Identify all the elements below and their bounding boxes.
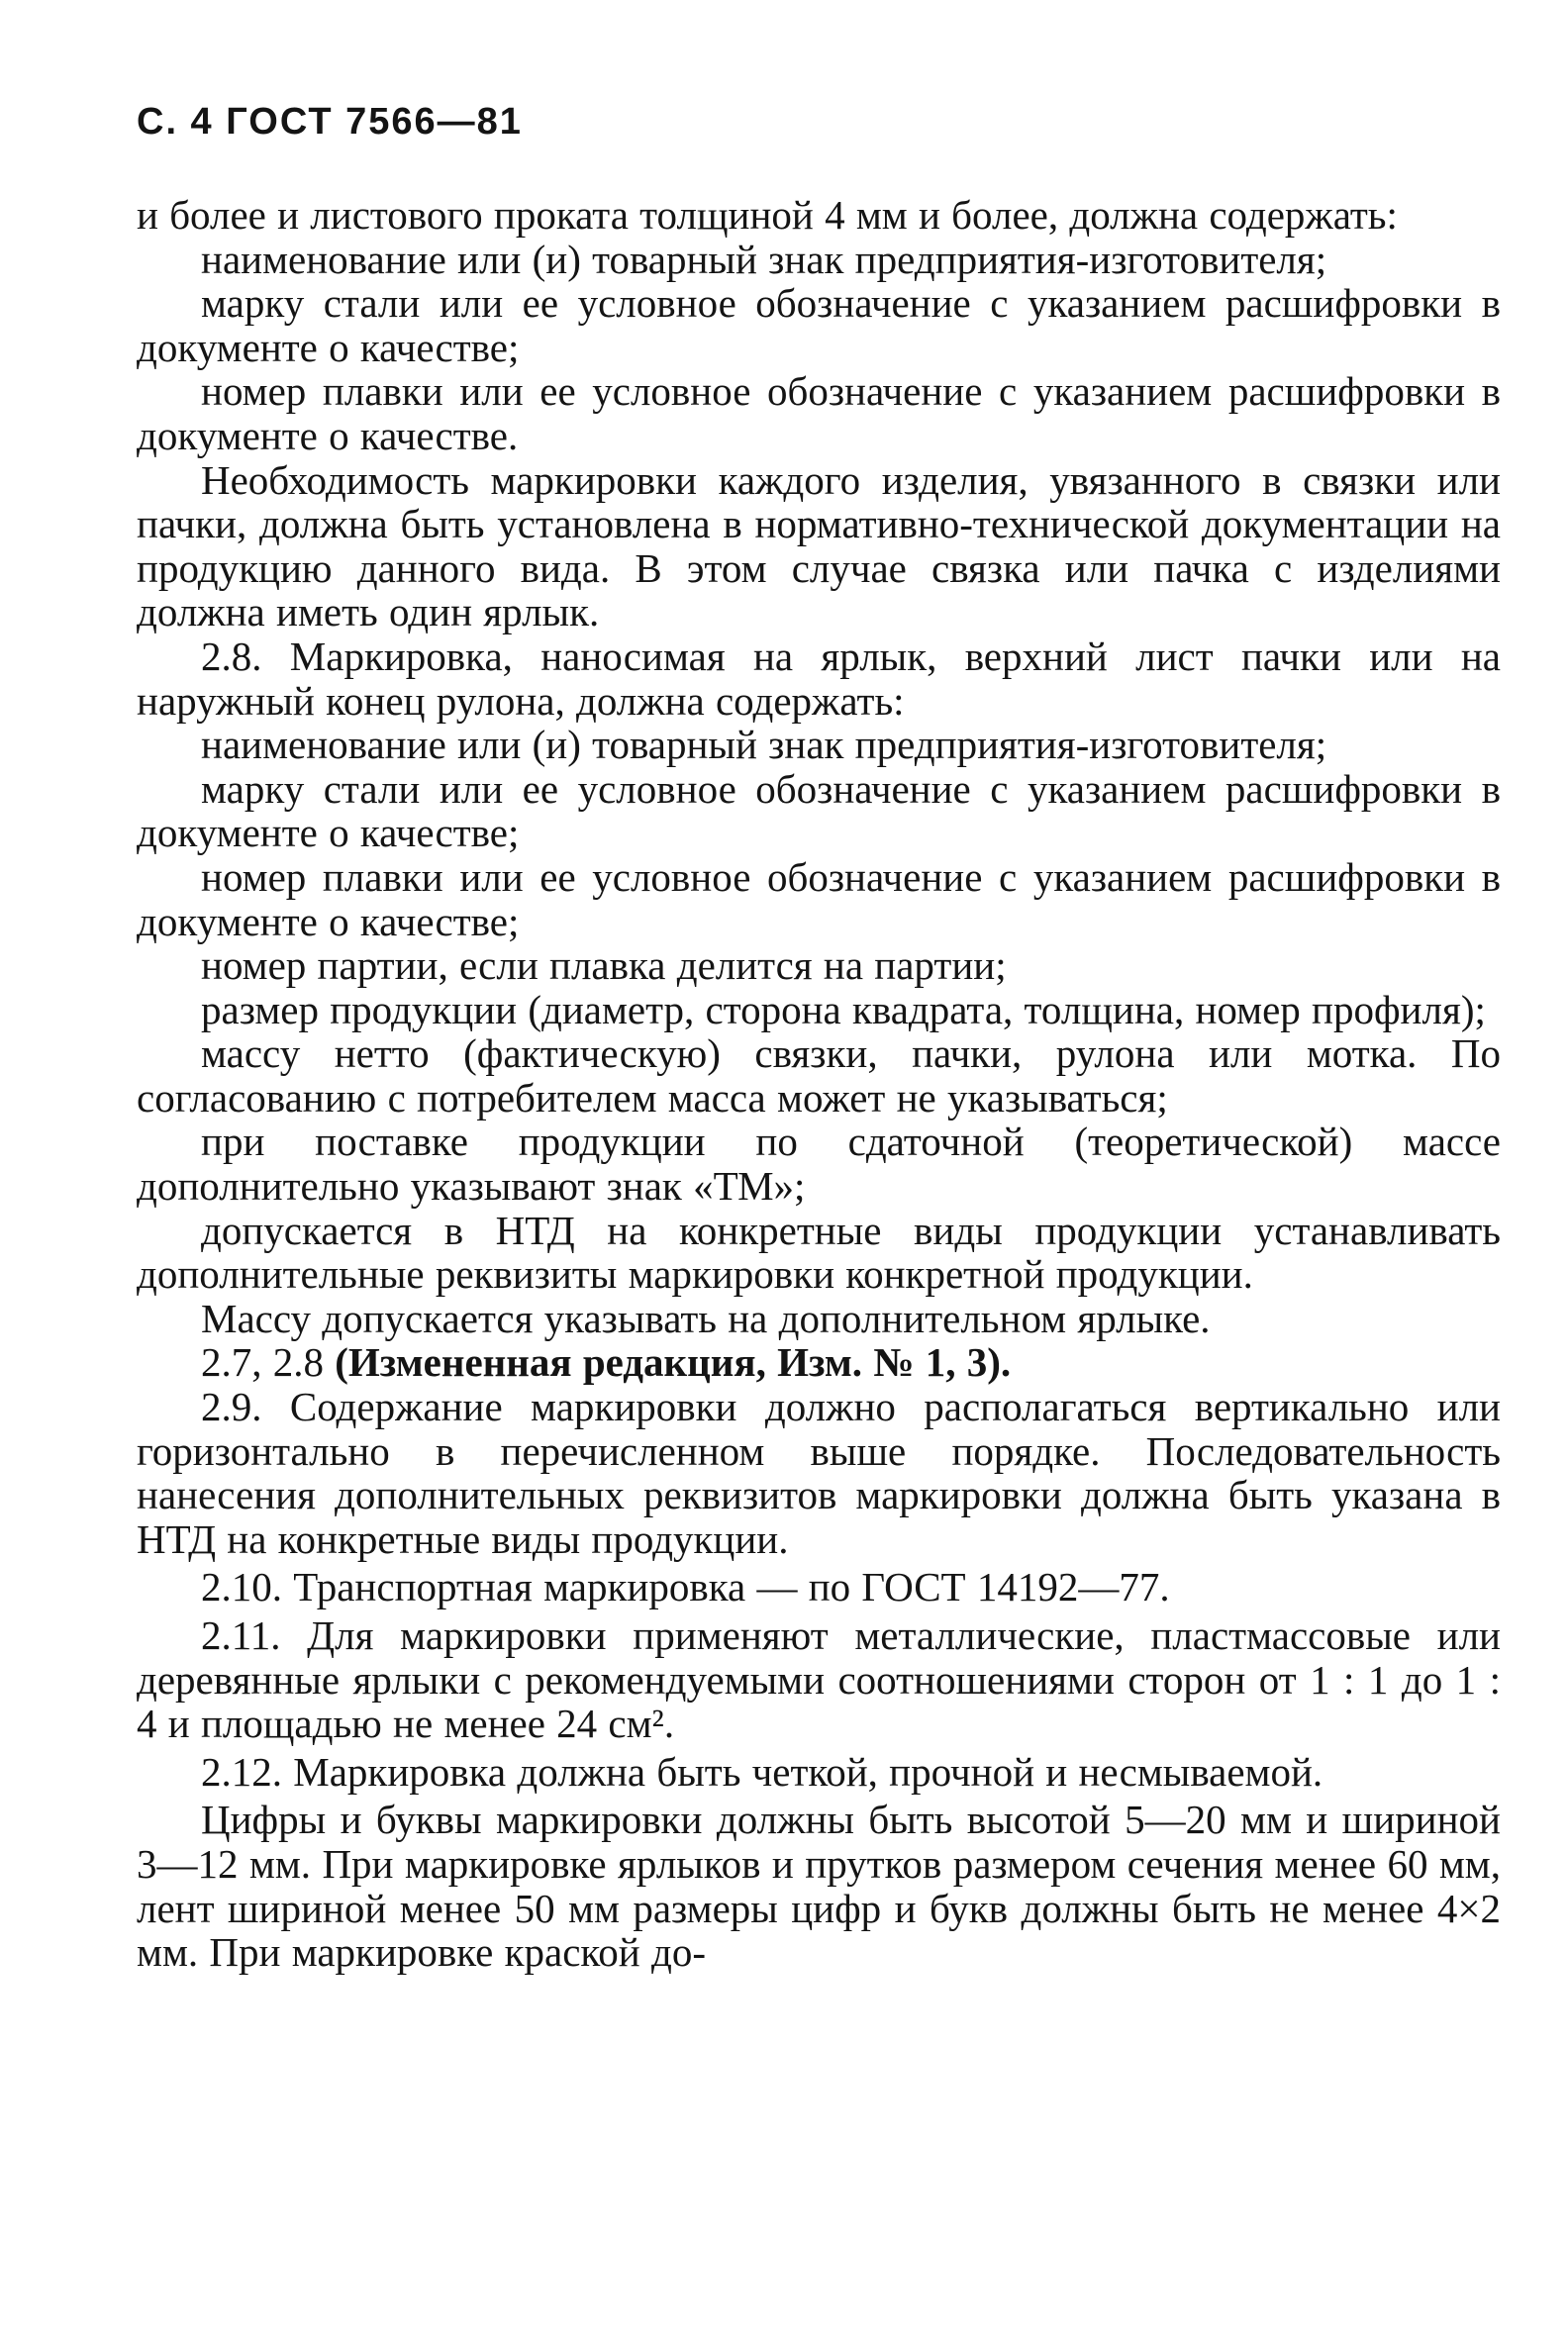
paragraph: марку стали или ее условное обозначение с указанием расшифровки в документе о качестве; bbox=[137, 280, 1501, 370]
paragraph: 2.11. Для маркировки применяют металлические, пластмассовые или деревянные ярлыки с рекомендуемыми соотношениями сторон от 1 : 1 до 1 : 4 и площадью не менее 24 см². bbox=[137, 1612, 1501, 1747]
paragraph: массу нетто (фактическую) связки, пачки, рулона или мотка. По согласованию с потребителем масса может не указываться; bbox=[137, 1030, 1501, 1121]
paragraph: при поставке продукции по сдаточной (теоретической) массе дополнительно указывают знак «ТМ»; bbox=[137, 1119, 1501, 1210]
paragraph: размер продукции (диаметр, сторона квадрата, толщина, номер профиля); bbox=[201, 986, 1486, 1032]
paragraph: наименование или (и) товарный знак предприятия-изготовителя; bbox=[201, 236, 1327, 282]
paragraph: Необходимость маркировки каждого изделия, увязанного в связки или пачки, должна быть установлена в нормативно-технической документации на продукцию данного вида. В этом случае связка или пачка с изделиями должна иметь один ярлык. bbox=[137, 456, 1501, 635]
page-header: С. 4 ГОСТ 7566—81 bbox=[137, 101, 523, 143]
paragraph: номер плавки или ее условное обозначение с указанием расшифровки в документе о качестве. bbox=[137, 368, 1501, 458]
paragraph: марку стали или ее условное обозначение с указанием расшифровки в документе о качестве; bbox=[137, 765, 1501, 856]
paragraph: 2.10. Транспортная маркировка — по ГОСТ 14192—77. bbox=[201, 1564, 1170, 1610]
paragraph: номер партии, если плавка делится на партии; bbox=[201, 942, 1007, 989]
paragraph: 2.8. Маркировка, наносимая на ярлык, верхний лист пачки или на наружный конец рулона, должна содержать: bbox=[137, 633, 1501, 724]
page-body bbox=[137, 193, 1501, 1975]
paragraph: номер плавки или ее условное обозначение с указанием расшифровки в документе о качестве; bbox=[137, 853, 1501, 944]
paragraph: 2.9. Содержание маркировки должно располагаться вертикально или горизонтально в перечисленном выше порядке. Последовательность нанесения дополнительных реквизитов маркировки должна быть указана в НТД на конкретные виды продукции. bbox=[137, 1384, 1501, 1562]
amendment-note bbox=[137, 1340, 1501, 1385]
amendment-text: (Измененная редакция, Изм. № 1, 3). bbox=[335, 1339, 1012, 1386]
paragraph: допускается в НТД на конкретные виды продукции устанавливать дополнительные реквизиты маркировки конкретной продукции. bbox=[137, 1207, 1501, 1298]
paragraph: наименование или (и) товарный знак предприятия-изготовителя; bbox=[201, 722, 1327, 768]
paragraph: и более и листового проката толщиной 4 мм и более, должна содержать: bbox=[137, 192, 1398, 238]
paragraph: Цифры и буквы маркировки должны быть высотой 5—20 мм и шириной 3—12 мм. При маркировке ярлыков и прутков размером сечения менее 60 мм, лент шириной менее 50 мм размеры цифр и букв должны быть не менее 4×2 мм. При маркировке краской до- bbox=[137, 1797, 1501, 1976]
amendment-ref: 2.7, 2.8 bbox=[201, 1339, 324, 1386]
paragraph: Массу допускается указывать на дополнительном ярлыке. bbox=[201, 1295, 1211, 1341]
paragraph: 2.12. Маркировка должна быть четкой, прочной и несмываемой. bbox=[201, 1748, 1323, 1795]
